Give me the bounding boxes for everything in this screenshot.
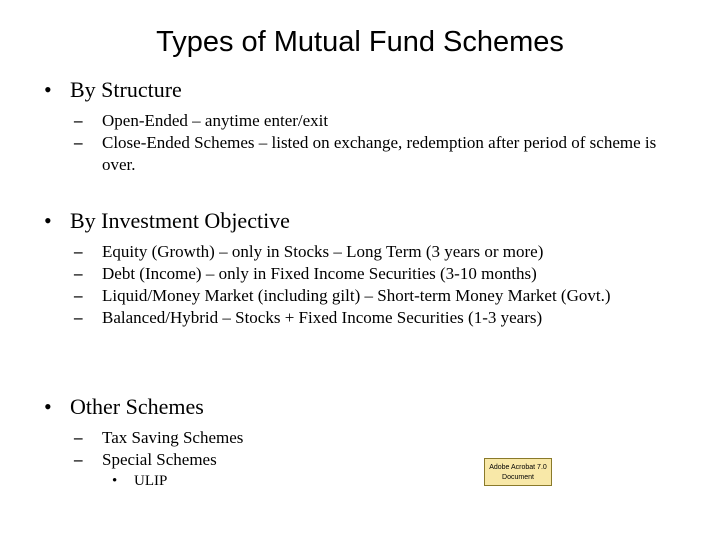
- dash-bullet: –: [74, 264, 83, 283]
- list-item-text: Tax Saving Schemes: [102, 428, 244, 447]
- list-item-text: Liquid/Money Market (including gilt) – Short-term Money Market (Govt.): [102, 286, 611, 305]
- section-heading: By Structure: [70, 77, 182, 102]
- bullet-dot: •: [112, 473, 118, 489]
- list-item: [74, 263, 684, 285]
- list-item-text: Open-Ended – anytime enter/exit: [102, 111, 329, 130]
- section-heading: Other Schemes: [70, 394, 204, 419]
- list-item-text: Equity (Growth) – only in Stocks – Long Term (3 years or more): [102, 242, 544, 261]
- list-item-text: Balanced/Hybrid – Stocks + Fixed Income Securities (1-3 years): [102, 308, 543, 327]
- acrobat-document-icon[interactable]: [484, 458, 552, 486]
- list-item: [74, 110, 684, 132]
- dash-bullet: –: [74, 308, 83, 327]
- acrobat-sublabel: Document: [502, 474, 534, 481]
- bullet-dot: •: [44, 77, 52, 102]
- dash-bullet: –: [74, 286, 83, 305]
- bullet-by-investment-objective: [44, 207, 684, 235]
- list-item: [74, 449, 684, 471]
- section-by-structure: [44, 76, 684, 176]
- list-item: [74, 132, 684, 176]
- dash-bullet: –: [74, 242, 83, 261]
- acrobat-label: Adobe Acrobat 7.0: [489, 464, 547, 471]
- slide-title: Types of Mutual Fund Schemes: [156, 26, 564, 58]
- dash-bullet: –: [74, 450, 83, 469]
- list-item-text: Debt (Income) – only in Fixed Income Securities (3-10 months): [102, 264, 537, 283]
- dash-bullet: –: [74, 111, 83, 130]
- bullet-dot: •: [44, 394, 52, 419]
- sub-list-item-text: ULIP: [134, 473, 168, 489]
- bullet-by-structure: [44, 76, 684, 104]
- section-by-investment-objective: [44, 207, 684, 329]
- sub-list-item: [112, 471, 684, 491]
- bullet-other-schemes: [44, 393, 684, 421]
- list-item-text: Close-Ended Schemes – listed on exchange, redemption after period of scheme is over.: [102, 133, 657, 174]
- bullet-dot: •: [44, 208, 52, 233]
- list-item: [74, 427, 684, 449]
- section-other-schemes: [44, 393, 684, 491]
- dash-bullet: –: [74, 428, 83, 447]
- section-heading: By Investment Objective: [70, 208, 290, 233]
- list-item-text: Special Schemes: [102, 450, 217, 469]
- list-item: [74, 285, 684, 307]
- list-item: [74, 241, 684, 263]
- dash-bullet: –: [74, 133, 83, 152]
- list-item: [74, 307, 684, 329]
